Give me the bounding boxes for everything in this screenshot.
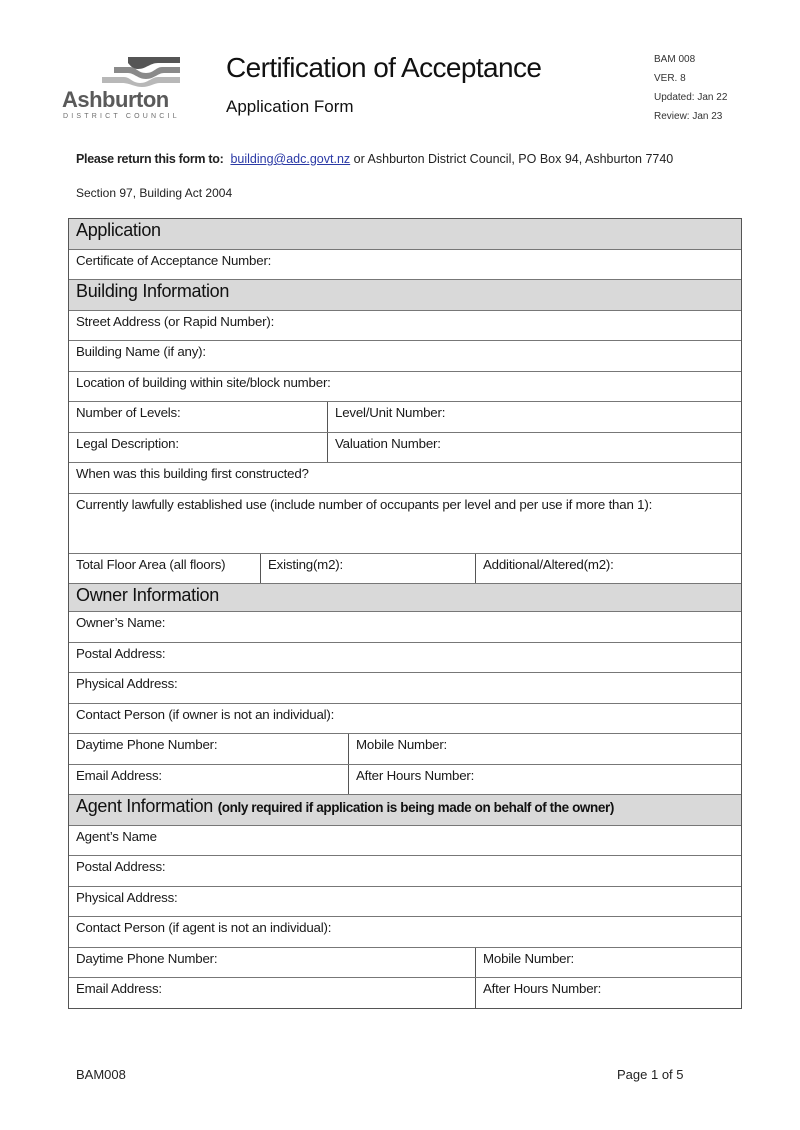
- agent-contact-person-field[interactable]: Contact Person (if agent is not an individual):: [76, 920, 332, 935]
- field-row: [69, 494, 741, 554]
- section-header-application: [69, 219, 741, 250]
- building-name-field[interactable]: Building Name (if any):: [76, 344, 206, 359]
- field-row: [69, 372, 741, 403]
- doc-updated: Updated: Jan 22: [654, 92, 728, 103]
- field-row: [69, 341, 741, 372]
- field-row: [69, 554, 741, 585]
- field-row: [69, 978, 741, 1009]
- section-header-owner: [69, 584, 741, 612]
- agent-after-hours-field[interactable]: After Hours Number:: [475, 978, 741, 1008]
- section-header-building: [69, 280, 741, 311]
- logo-name: Ashburton: [62, 87, 169, 112]
- legal-description-field[interactable]: Legal Description:: [76, 435, 179, 451]
- field-row: [69, 826, 741, 857]
- application-form: [68, 218, 742, 1009]
- existing-m2-field[interactable]: Existing(m2):: [260, 554, 475, 584]
- building-location-field[interactable]: Location of building within site/block number:: [76, 374, 331, 390]
- level-unit-field[interactable]: Level/Unit Number:: [327, 402, 741, 432]
- field-row: [69, 917, 741, 948]
- legal-reference: Section 97, Building Act 2004: [76, 186, 233, 200]
- doc-version: VER. 8: [654, 73, 686, 84]
- total-floor-area-label: Total Floor Area (all floors): [76, 556, 226, 572]
- page-subtitle: Application Form: [226, 97, 354, 116]
- section-title: Building Information: [76, 281, 230, 301]
- wave-logo-icon: [100, 55, 182, 87]
- valuation-number-field[interactable]: Valuation Number:: [327, 433, 741, 463]
- field-row: [69, 856, 741, 887]
- field-row: [69, 402, 741, 433]
- doc-review: Review: Jan 23: [654, 111, 723, 122]
- section-title: Application: [76, 220, 161, 240]
- return-email-link[interactable]: building@adc.govt.nz: [230, 152, 351, 166]
- council-logo: [62, 55, 184, 125]
- document-meta: [654, 50, 727, 126]
- field-row: [69, 948, 741, 979]
- agent-heading: Agent Information: [76, 796, 213, 816]
- agent-email-field[interactable]: Email Address:: [76, 981, 162, 996]
- return-label: Please return this form to:: [76, 152, 224, 166]
- lawful-use-field[interactable]: Currently lawfully established use (include number of occupants per level and per use if more than 1):: [76, 496, 653, 512]
- owner-after-hours-field[interactable]: After Hours Number:: [348, 765, 741, 795]
- field-row: [69, 643, 741, 674]
- first-constructed-field[interactable]: When was this building first constructed?: [76, 466, 309, 481]
- field-row: [69, 673, 741, 704]
- agent-physical-address-field[interactable]: Physical Address:: [76, 889, 178, 905]
- field-row: [69, 887, 741, 918]
- owner-email-field[interactable]: Email Address:: [76, 767, 162, 783]
- agent-day-phone-field[interactable]: Daytime Phone Number:: [76, 950, 218, 966]
- owner-contact-person-field[interactable]: Contact Person (if owner is not an individual):: [76, 706, 335, 722]
- return-instructions: [76, 152, 673, 166]
- field-row: [69, 612, 741, 643]
- owner-name-field[interactable]: Owner’s Name:: [76, 615, 166, 630]
- owner-mobile-field[interactable]: Mobile Number:: [348, 734, 741, 764]
- field-row: [69, 311, 741, 342]
- field-row: [69, 765, 741, 796]
- field-row: [69, 433, 741, 464]
- agent-name-field[interactable]: Agent’s Name: [76, 828, 157, 844]
- owner-day-phone-field[interactable]: Daytime Phone Number:: [76, 737, 218, 752]
- section-header-agent: [69, 795, 741, 826]
- section-title: Owner Information: [76, 585, 219, 605]
- field-row: [69, 734, 741, 765]
- field-row: [69, 463, 741, 494]
- logo-subtitle: DISTRICT COUNCIL: [63, 113, 180, 120]
- num-levels-field[interactable]: Number of Levels:: [76, 405, 181, 420]
- footer-doc-code: BAM008: [76, 1067, 126, 1082]
- doc-code: BAM 008: [654, 54, 696, 65]
- agent-mobile-field[interactable]: Mobile Number:: [475, 948, 741, 978]
- page-title: Certification of Acceptance: [226, 52, 542, 83]
- street-address-field[interactable]: Street Address (or Rapid Number):: [76, 313, 275, 329]
- return-address: or Ashburton District Council, PO Box 94, Ashburton 7740: [350, 152, 674, 166]
- coa-number-field[interactable]: Certificate of Acceptance Number:: [76, 252, 272, 268]
- agent-note: (only required if application is being made on behalf of the owner): [217, 800, 614, 815]
- section-title: [69, 795, 741, 825]
- field-row: [69, 250, 741, 281]
- field-row: [69, 704, 741, 735]
- agent-postal-address-field[interactable]: Postal Address:: [76, 859, 166, 874]
- footer-page-number: Page 1 of 5: [617, 1067, 684, 1082]
- additional-m2-field[interactable]: Additional/Altered(m2):: [475, 554, 741, 584]
- owner-postal-address-field[interactable]: Postal Address:: [76, 645, 166, 661]
- owner-physical-address-field[interactable]: Physical Address:: [76, 676, 178, 691]
